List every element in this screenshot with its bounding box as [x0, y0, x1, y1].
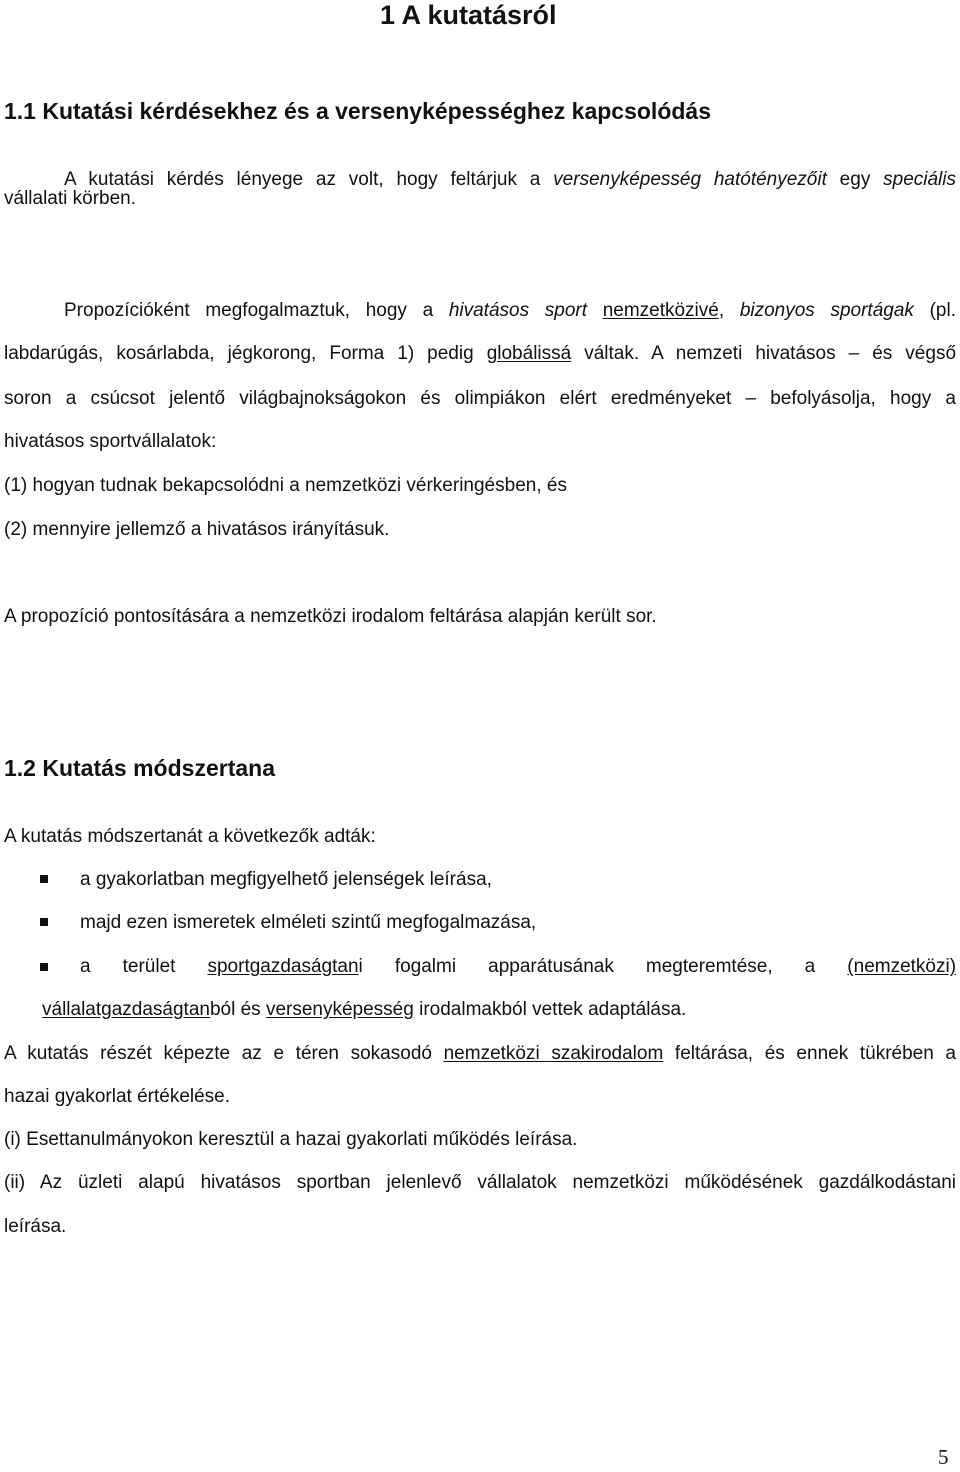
underlined-text: nemzetközi szakirodalom	[443, 1043, 664, 1064]
paragraph-6-line-1: (ii) Az üzleti alapú hivatásos sportban jelenlevő vállalatok nemzetközi működésének gazdálkodástani	[4, 1172, 956, 1193]
bullet-item-3-line-2: vállalatgazdaságtanból és versenyképesség irodalmakból vettek adaptálása.	[42, 999, 687, 1020]
page-number: 5	[938, 1445, 949, 1469]
paragraph-4-line-2: hazai gyakorlat értékelése.	[4, 1086, 231, 1107]
paragraph-4-line-1: A kutatás részét képezte az e téren sokasodó nemzetközi szakirodalom feltárása, és ennek tükrében a	[4, 1043, 956, 1064]
list-item-2: (2) mennyire jellemző a hivatásos irányításuk.	[4, 519, 390, 540]
methodology-intro: A kutatás módszertanát a következők adták:	[4, 826, 376, 847]
square-bullet-icon	[40, 875, 48, 883]
underlined-text: versenyképesség	[265, 999, 414, 1020]
paragraph-2-line-1: Propozícióként megfogalmaztuk, hogy a hivatásos sport nemzetközivé, bizonyos sportágak (pl.	[64, 300, 956, 321]
square-bullet-icon	[40, 963, 48, 971]
paragraph-2-line-4: hivatásos sportvállalatok:	[4, 431, 217, 452]
underlined-text: sportgazdaságtan	[207, 956, 359, 977]
underlined-text: nemzetközivé	[602, 300, 719, 321]
section-1-2-title: 1.2 Kutatás módszertana	[4, 755, 275, 781]
section-1-1-title: 1.1 Kutatási kérdésekhez és a versenyképességhez kapcsolódás	[4, 98, 712, 124]
square-bullet-icon	[40, 918, 48, 926]
paragraph-3: A propozíció pontosítására a nemzetközi irodalom feltárása alapján került sor.	[4, 606, 657, 627]
paragraph-1-line-2: vállalati körben.	[4, 188, 137, 209]
paragraph-2-line-3: soron a csúcsot jelentő világbajnokságokon és olimpiákon elért eredményeket – befolyásolja, hogy a	[4, 388, 956, 409]
underlined-text: globálissá	[486, 343, 572, 364]
bullet-item-1: a gyakorlatban megfigyelhető jelenségek leírása,	[80, 869, 492, 890]
emphasis-text: hivatásos sport	[448, 300, 588, 321]
emphasis-text: bizonyos sportágak	[739, 300, 914, 321]
paragraph-5: (i) Esettanulmányokon keresztül a hazai gyakorlati működés leírása.	[4, 1129, 578, 1150]
chapter-title: 1 A kutatásról	[380, 0, 557, 30]
paragraph-1-line-1: A kutatási kérdés lényege az volt, hogy feltárjuk a versenyképesség hatótényezőit egy speciális	[64, 169, 956, 190]
underlined-text: (nemzetközi)	[847, 956, 957, 977]
list-item-1: (1) hogyan tudnak bekapcsolódni a nemzetközi vérkeringésben, és	[4, 475, 567, 496]
paragraph-2-line-2: labdarúgás, kosárlabda, jégkorong, Forma 1) pedig globálissá váltak. A nemzeti hivatásos – és végső	[4, 343, 957, 364]
bullet-item-3-line-1: a terület sportgazdaságtani fogalmi apparátusának megteremtése, a (nemzetközi)	[80, 956, 957, 977]
emphasis-text: speciális	[883, 169, 956, 190]
paragraph-6-line-2: leírása.	[4, 1216, 67, 1237]
emphasis-text: versenyképesség hatótényezőit	[553, 169, 827, 190]
bullet-item-2: majd ezen ismeretek elméleti szintű megfogalmazása,	[80, 912, 537, 933]
underlined-text: vállalatgazdaságtan	[42, 999, 210, 1020]
